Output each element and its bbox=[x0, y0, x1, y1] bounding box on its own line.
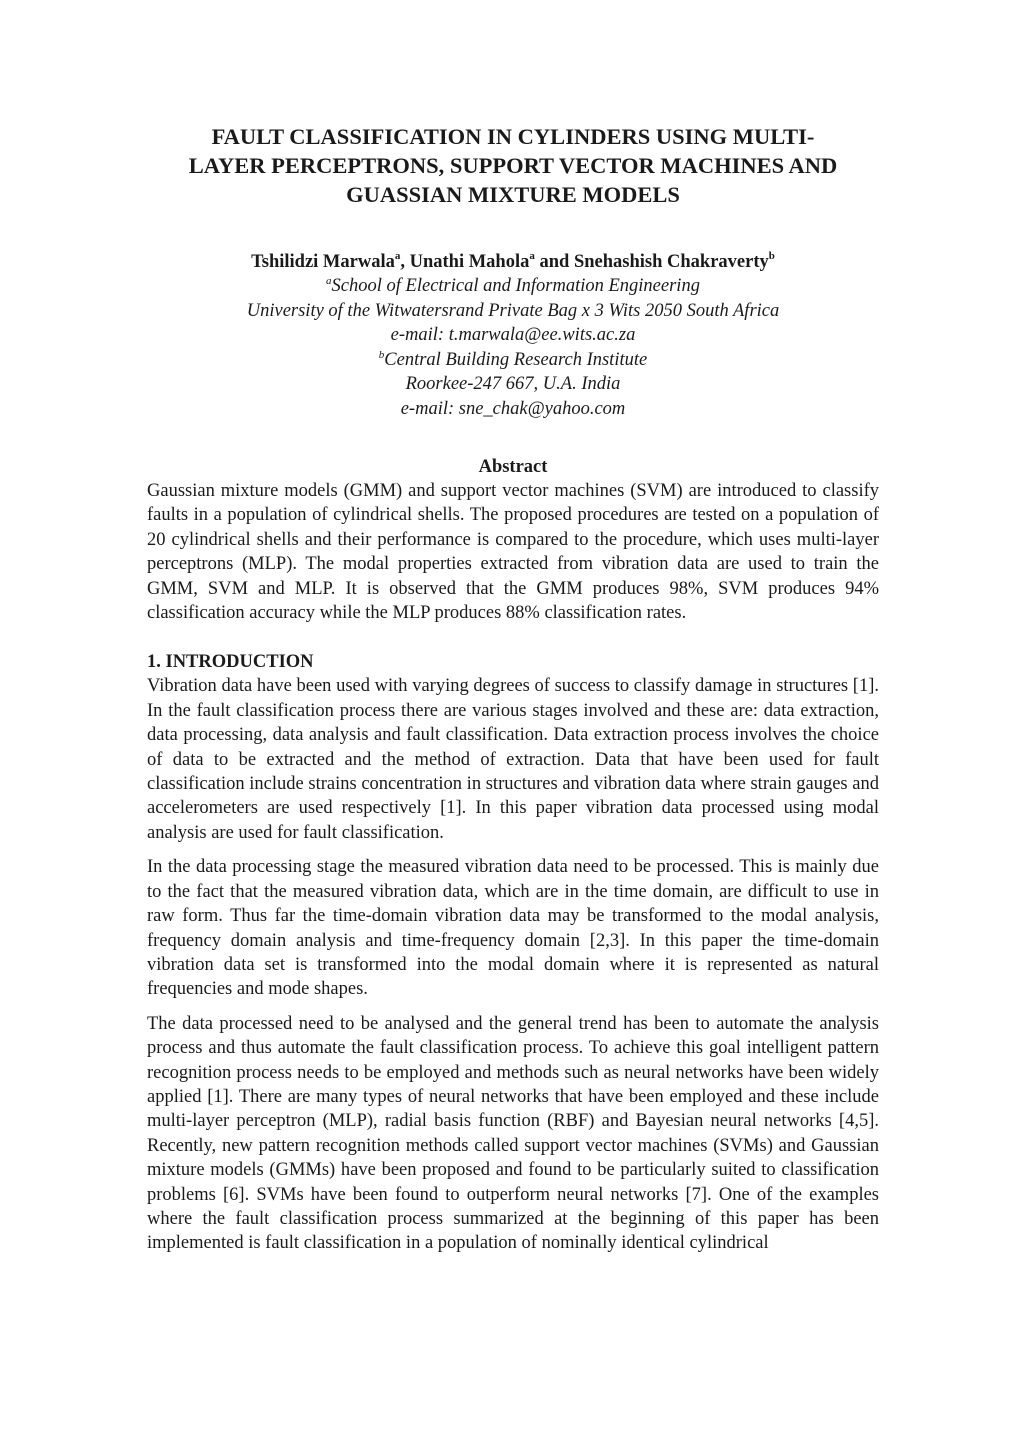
title-line: GUASSIAN MIXTURE MODELS bbox=[346, 182, 680, 207]
title-line: FAULT CLASSIFICATION IN CYLINDERS USING MULTI- bbox=[211, 124, 815, 149]
abstract-text: Gaussian mixture models (GMM) and support vector machines (SVM) are introduced to classify faults in a population of cylindrical shells. The proposed procedures are tested on a population of 20 cylindrical shells and their performance is compared to the procedure, which uses multi-layer perceptrons (MLP). The modal properties extracted from vibration data are used to train the GMM, SVM and MLP. It is observed that the GMM produces 98%, SVM produces 94% classification accuracy while the MLP produces 88% classification rates. bbox=[147, 481, 879, 624]
affiliations bbox=[147, 274, 879, 421]
affiliation-b-email: e-mail: sne_chak@yahoo.com bbox=[400, 398, 626, 419]
affiliation-b-institution bbox=[147, 348, 879, 373]
author-list bbox=[147, 250, 879, 274]
affiliation-mark: a bbox=[326, 275, 332, 287]
affiliation-a-institution bbox=[147, 274, 879, 299]
author-name: Unathi Mahola bbox=[409, 252, 530, 272]
affiliation-mark: b bbox=[378, 348, 385, 361]
author-affiliation-mark: a bbox=[394, 250, 401, 262]
affiliation-a-address: University of the Witwatersrand Private Bag x 3 Wits 2050 South Africa bbox=[246, 300, 780, 321]
body-paragraph: Vibration data have been used with varying degrees of success to classify damage in structures [1]. In the fault classification process there are various stages involved and these are: data extraction, data processing, data analysis and fault classification. Data extraction process involves the choice of data to be extracted and the method of extraction. Data that have been used for fault classification include strains concentration in structures and vibration data where strain gauges and accelerometers are used respectively [1]. In this paper vibration data processed using modal analysis are used for fault classification. bbox=[147, 676, 879, 843]
body-paragraph: In the data processing stage the measured vibration data need to be processed. This is mainly due to the fact that the measured vibration data, which are in the time domain, are difficult to use in raw form. Thus far the time-domain vibration data may be transformed to the modal analysis, frequency domain analysis and time-frequency domain [2,3]. In this paper the time-domain vibration data set is transformed into the modal domain where it is represented as natural frequencies and mode shapes. bbox=[147, 857, 879, 1000]
affiliation-b-address: Roorkee-247 667, U.A. India bbox=[405, 374, 621, 394]
body-paragraph: The data processed need to be analysed and the general trend has been to automate the analysis process and thus automate the fault classification process. To achieve this goal intelligent pattern recognition process needs to be employed and methods such as neural networks have been widely applied [1]. There are many types of neural networks that have been employed and these include multi-layer perceptron (MLP), radial basis function (RBF) and Bayesian neural networks [4,5]. Recently, new pattern recognition methods called support vector machines (SVMs) and Gaussian mixture models (GMMs) have been proposed and found to be particularly suited to classification problems [6]. SVMs have been found to outperform neural networks [7]. One of the examples where the fault classification process summarized at the beginning of this paper has been implemented is fault classification in a population of nominally identical cylindrical bbox=[147, 1013, 879, 1254]
affiliation-text: School of Electrical and Information Engineering bbox=[331, 276, 700, 296]
author-separator: , bbox=[400, 252, 410, 272]
abstract-heading: Abstract bbox=[478, 457, 548, 477]
paper-title bbox=[147, 122, 879, 209]
author-affiliation-mark: b bbox=[768, 250, 775, 262]
affiliation-text: Central Building Research Institute bbox=[384, 349, 648, 370]
section-heading-introduction: 1. INTRODUCTION bbox=[147, 652, 314, 673]
affiliation-a-email: e-mail: t.marwala@ee.wits.ac.za bbox=[390, 325, 636, 345]
author-name: Tshilidzi Marwala bbox=[251, 252, 395, 272]
author-name: Snehashish Chakraverty bbox=[573, 252, 769, 272]
author-separator: and bbox=[534, 252, 574, 272]
title-line: LAYER PERCEPTRONS, SUPPORT VECTOR MACHINES AND bbox=[188, 153, 838, 178]
author-affiliation-mark: a bbox=[529, 250, 535, 262]
paper-page bbox=[147, 122, 879, 1256]
